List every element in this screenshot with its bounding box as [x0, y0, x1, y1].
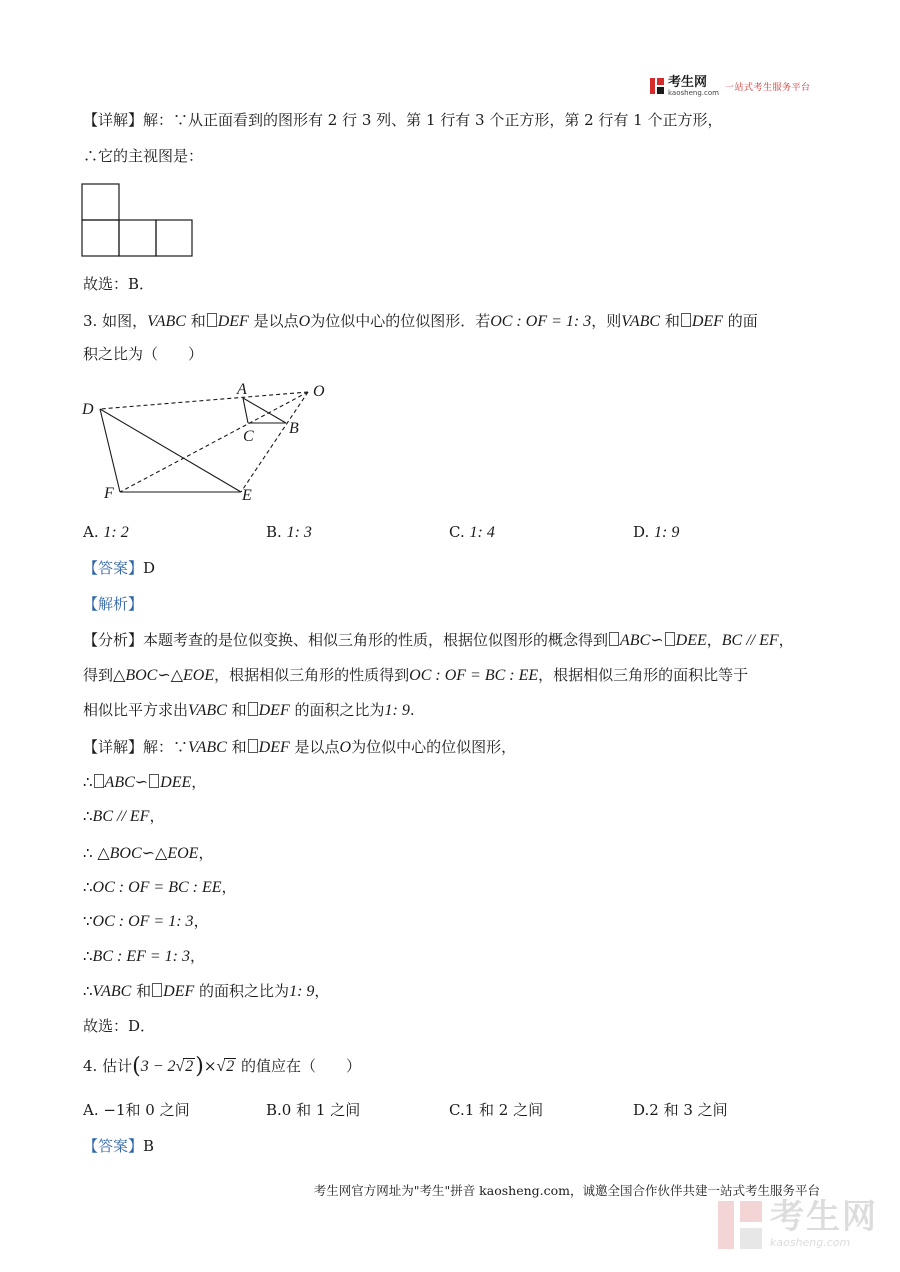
detail-math: BC : EF = 1: 3	[92, 948, 190, 965]
q3-stem-text: 如图，	[102, 312, 148, 330]
detail-math: DEE	[160, 774, 192, 791]
ray-od	[100, 392, 308, 409]
front-view-square-3	[156, 220, 192, 256]
ray-of	[120, 392, 308, 492]
q3-answer: D	[143, 559, 156, 577]
missing-glyph-icon	[149, 774, 159, 788]
logo-name: 考生网	[668, 74, 708, 90]
homothety-figure	[80, 376, 340, 502]
missing-glyph-icon	[665, 632, 675, 646]
detail-text: ，	[314, 982, 330, 1000]
q3-stem-text: 是以点	[253, 312, 299, 330]
therefore-symbol: ∴	[83, 844, 93, 862]
point-o: O	[339, 739, 352, 756]
option-letter: B.	[266, 523, 282, 541]
footer-text: 考生网官方网址为"考生"拼音 kaosheng.com，诚邀全国合作伙伴共建一站式考生服务平台	[313, 1183, 820, 1198]
q4-radicand: 2	[226, 1058, 235, 1075]
option-letter: A.	[83, 523, 99, 541]
option-value: 0 和 1 之间	[281, 1101, 361, 1119]
analysis-math: ABC∽	[620, 632, 664, 649]
analysis-text: 得到	[83, 666, 114, 684]
therefore-symbol: ∴	[83, 947, 93, 965]
q4-option-d	[633, 1100, 728, 1120]
q4-stem	[83, 1056, 361, 1077]
analysis-text: .	[409, 701, 415, 719]
detail-text: 和	[231, 738, 247, 756]
q2-choice: 故选：B．	[83, 275, 155, 293]
analysis-line2	[83, 665, 748, 686]
option-value: 1: 2	[103, 524, 129, 541]
option-value: 1: 3	[286, 524, 312, 541]
q3-ratio: OC : OF = 1: 3	[490, 313, 592, 330]
option-value: 2 和 3 之间	[649, 1101, 728, 1119]
analysis-math: △BOC∽△EOE	[113, 667, 215, 684]
q3-choice: 故选：D．	[83, 1017, 156, 1035]
option-value: 1: 9	[654, 524, 680, 541]
detail-step2	[83, 806, 164, 827]
label-b: B	[289, 420, 299, 437]
q3-option-d	[633, 522, 679, 543]
analysis-math: OC : OF = BC : EE	[409, 667, 539, 684]
detail-text: 和	[136, 982, 152, 1000]
q3-stem-text: 的面	[727, 312, 758, 330]
detail-text: ，	[198, 844, 214, 862]
analysis-line1	[83, 630, 794, 651]
analysis-math: BC // EF	[721, 632, 779, 649]
triangle-abc: VABC	[621, 313, 661, 330]
label-c: C	[243, 428, 254, 445]
q4-option-a	[83, 1100, 190, 1120]
label-o: O	[313, 383, 325, 400]
detail-line1	[83, 737, 516, 758]
q4-option-c	[449, 1100, 543, 1120]
detail-text: 解：∵	[143, 738, 189, 756]
edge-ab	[243, 398, 286, 423]
detail-text: ，	[221, 878, 237, 896]
missing-glyph-icon	[94, 774, 104, 788]
answer-tag: 【答案】	[83, 559, 144, 577]
triangle-def: DEF	[258, 702, 290, 719]
therefore-symbol: ∴	[83, 807, 93, 825]
q3-option-a	[83, 522, 129, 543]
option-letter: D.	[633, 1101, 650, 1119]
analysis-text: ，根据相似三角形的性质得到	[214, 666, 410, 684]
option-letter: C.	[449, 1101, 465, 1119]
front-view-square-1	[82, 220, 119, 256]
missing-glyph-icon	[207, 313, 217, 327]
detail-step7	[83, 981, 329, 1002]
detail-math: OC : OF = 1: 3	[92, 913, 194, 930]
detail-step5	[83, 911, 209, 932]
detail-text: ，	[191, 773, 207, 791]
missing-glyph-icon	[152, 983, 162, 997]
answer-tag: 【答案】	[83, 1137, 144, 1155]
detail-math: 1: 9	[289, 983, 315, 1000]
label-e: E	[242, 487, 252, 502]
therefore-symbol: ∴	[83, 982, 93, 1000]
q4-answer: B	[143, 1137, 155, 1155]
q3-stem-line1	[83, 311, 758, 332]
analysis-text: ，	[706, 631, 722, 649]
therefore-symbol: ∴	[83, 773, 93, 791]
analysis-text: 和	[231, 701, 247, 719]
analysis-text: 本题考查的是位似变换、相似三角形的性质，根据位似图形的概念得到	[143, 631, 609, 649]
front-view-square-2	[119, 220, 156, 256]
detail-math: ABC∽	[104, 774, 149, 791]
analysis-math: 1: 9	[384, 702, 410, 719]
watermark	[718, 1197, 878, 1249]
detail-text: 为位似中心的位似图形，	[351, 738, 517, 756]
missing-glyph-icon	[248, 739, 258, 753]
option-letter: A.	[83, 1101, 99, 1119]
triangle-def: DEF	[258, 739, 290, 756]
q3-stem-text: 为位似中心的位似图形．若	[310, 312, 491, 330]
detail-step4	[83, 877, 237, 898]
q2-conclusion: ∴它的主视图是：	[83, 147, 204, 165]
q3-and: 和	[664, 312, 680, 330]
label-a: A	[237, 381, 247, 398]
option-letter: C.	[449, 523, 465, 541]
label-f: F	[104, 485, 114, 502]
q3-option-c	[449, 522, 495, 543]
triangle-abc: VABC	[147, 313, 186, 330]
detail-text: 的面积之比为	[199, 982, 290, 1000]
watermark-name: 考生网	[770, 1197, 878, 1237]
detail-math: BC // EF	[92, 808, 150, 825]
q4-math: 3 − 2	[140, 1058, 176, 1075]
q3-option-b	[266, 522, 312, 543]
detail-text: 是以点	[294, 738, 340, 756]
logo-url: kaosheng.com	[668, 88, 719, 97]
front-view-figure	[80, 182, 194, 258]
analysis-text: ，根据相似三角形的面积比等于	[538, 666, 749, 684]
analysis-text: 相似比平方求出	[83, 701, 189, 719]
option-value: −1和 0 之间	[103, 1101, 190, 1119]
header-logo	[650, 74, 810, 98]
left-paren: (	[132, 1054, 141, 1079]
sqrt-icon: √	[216, 1058, 226, 1075]
q4-option-b	[266, 1100, 360, 1120]
point-o: O	[298, 313, 311, 330]
option-letter: B.	[266, 1101, 282, 1119]
analysis-text: ，	[778, 631, 794, 649]
q4-text: 的值应在（ ）	[241, 1057, 362, 1075]
front-view-square-top	[82, 184, 119, 220]
detail-math: OC : OF = BC : EE	[92, 879, 222, 896]
triangle-def: DEF	[691, 313, 723, 330]
label-d: D	[82, 401, 94, 418]
q3-stem-line2: 积之比为（ ）	[83, 345, 204, 363]
triangle-abc: VABC	[92, 983, 132, 1000]
missing-glyph-icon	[681, 313, 691, 327]
q2-detail-text: 解：∵从正面看到的图形有 2 行 3 列、第 1 行有 3 个正方形，第 2 行有 1 个正方形，	[143, 111, 723, 129]
triangle-def: DEF	[217, 313, 249, 330]
triangle-abc: VABC	[188, 739, 227, 756]
detail-text: ，	[149, 807, 165, 825]
triangle-abc: VABC	[188, 702, 227, 719]
missing-glyph-icon	[248, 702, 258, 716]
q2-detail-line	[83, 110, 723, 130]
missing-glyph-icon	[609, 632, 619, 646]
detail-step3	[83, 843, 213, 864]
q4-text: 估计	[102, 1057, 133, 1075]
analysis-math: DEE	[675, 632, 707, 649]
q3-stem-text: ，则	[591, 312, 622, 330]
q4-number: 4.	[83, 1057, 98, 1075]
detail-text: ，	[190, 947, 206, 965]
analysis-tag: 【解析】	[83, 595, 144, 613]
q2-detail-tag: 【详解】	[83, 111, 144, 129]
kaosheng-watermark-icon	[718, 1201, 764, 1249]
because-symbol: ∵	[83, 912, 93, 930]
triangle-def: DEF	[163, 983, 195, 1000]
detail-text: ，	[193, 912, 209, 930]
analysis-line3	[83, 700, 415, 721]
detail-math: △BOC∽△EOE	[97, 845, 199, 862]
q4-answer-line	[83, 1136, 154, 1156]
q4-times: ×	[203, 1057, 217, 1075]
analysis-sub-tag: 【分析】	[83, 631, 144, 649]
therefore-symbol: ∴	[83, 878, 93, 896]
analysis-text: 的面积之比为	[294, 701, 385, 719]
q3-and: 和	[190, 312, 206, 330]
edge-df	[100, 409, 120, 492]
option-value: 1 和 2 之间	[464, 1101, 544, 1119]
q3-answer-line	[83, 558, 155, 578]
option-letter: D.	[633, 523, 650, 541]
logo-slogan: 一站式考生服务平台	[724, 82, 811, 93]
q3-number: 3.	[83, 312, 98, 330]
sqrt-icon: √	[175, 1058, 185, 1075]
right-paren: )	[195, 1054, 204, 1079]
detail-tag: 【详解】	[83, 738, 144, 756]
kaosheng-logo-icon	[650, 78, 664, 94]
q4-radicand: 2	[185, 1058, 194, 1075]
watermark-url: kaosheng.com	[770, 1236, 851, 1249]
option-value: 1: 4	[469, 524, 495, 541]
edge-de	[100, 409, 241, 492]
edge-ac	[243, 398, 248, 423]
detail-step6	[83, 946, 205, 967]
detail-step1	[83, 772, 206, 793]
